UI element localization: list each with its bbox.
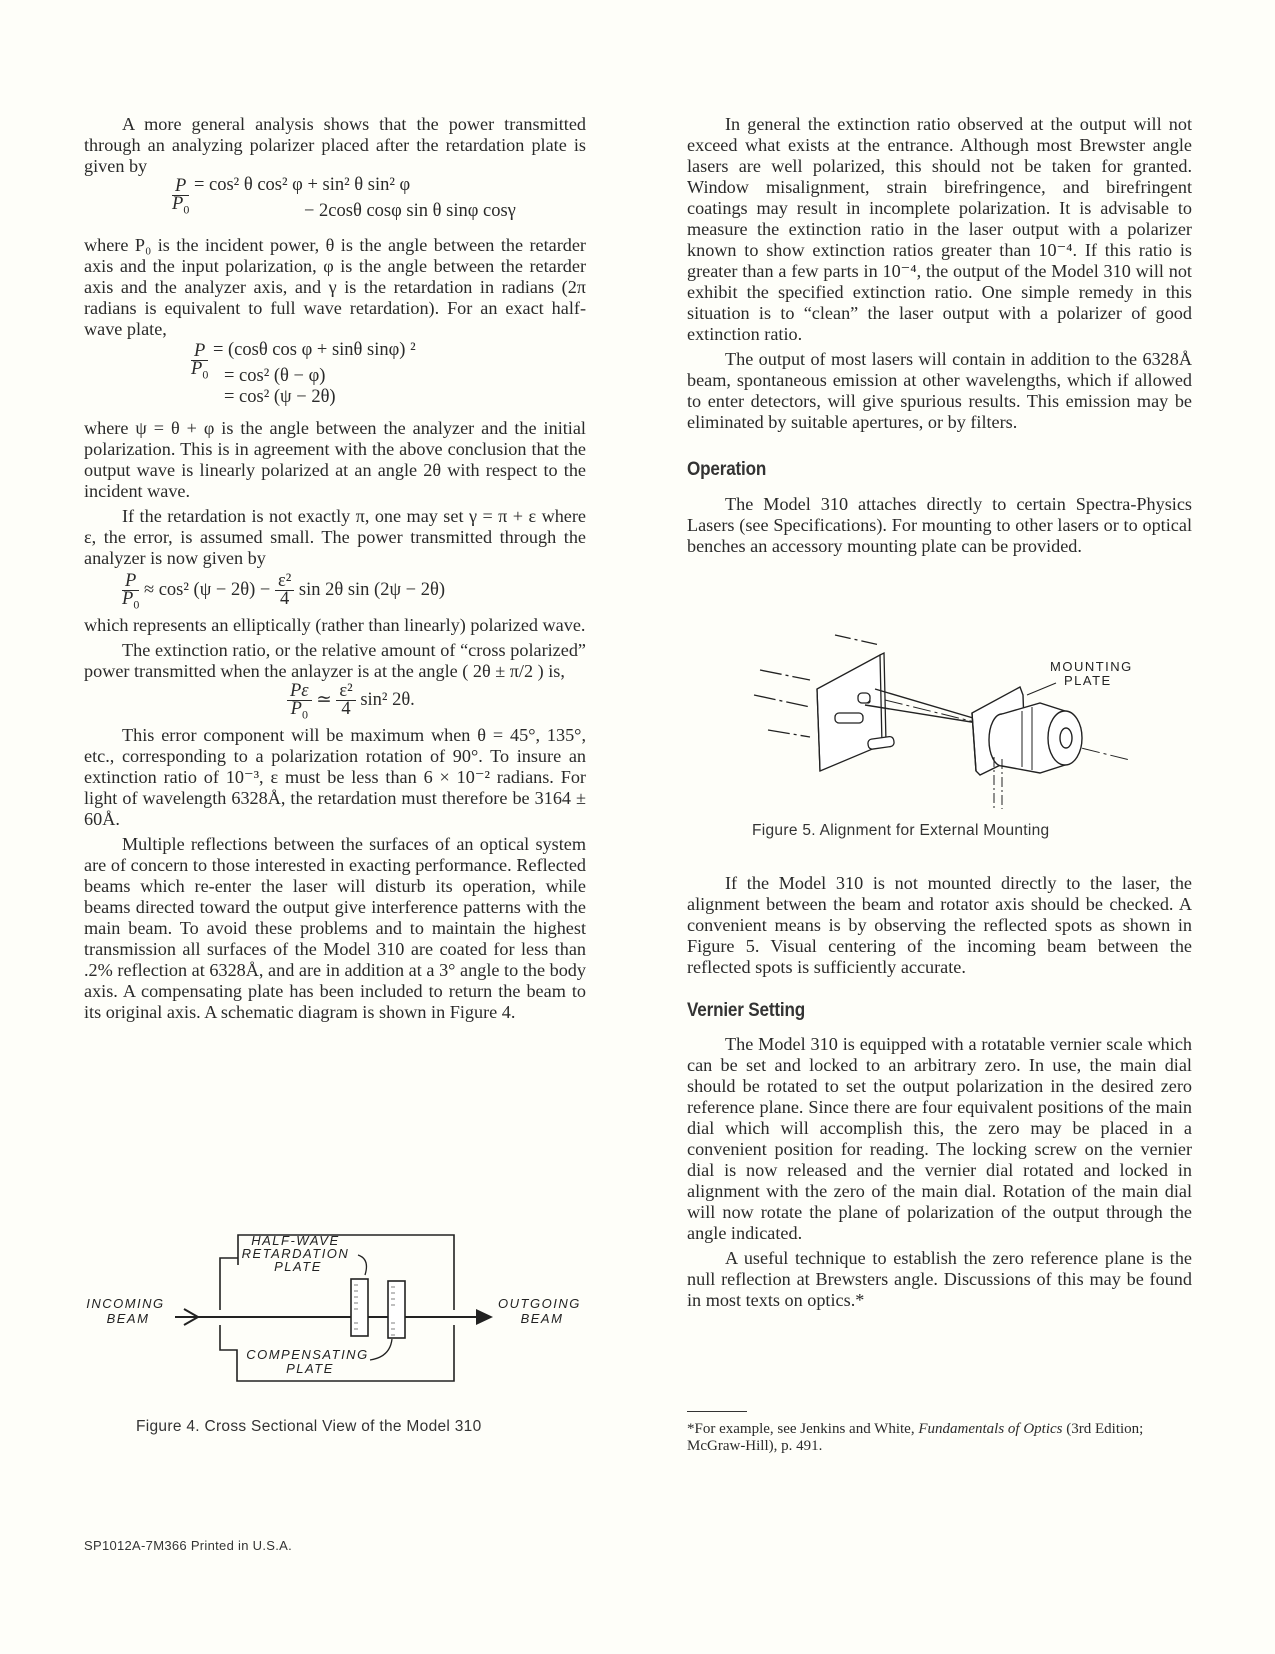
- print-code: SP1012A-7M366 Printed in U.S.A.: [84, 1538, 293, 1553]
- footnote-rule: [687, 1411, 747, 1412]
- equation-extinction-ratio: $\frac{P\varepsilon}{P_0}$ ≃ $\frac{\text{ε²}}{4}$ sin² 2θ.: [287, 683, 586, 725]
- reflected-beam: [865, 705, 990, 725]
- leader-line: [1027, 683, 1056, 695]
- paragraph: If the retardation is not exactly π, one may set γ = π + ε where ε, the error, is assumed small. The power transmitted through the analyzer is now given by: [84, 506, 586, 568]
- section-heading-vernier-setting: Vernier Setting: [687, 1000, 805, 1021]
- paragraph: Multiple reflections between the surfaces of an optical system are of concern to those interested in exacting performance. Reflected beams which re-enter the laser will disturb its operation, while beams directed toward the output give interference patterns with the main beam. To avoid these problems and to maintain the highest transmission all surfaces of the Model 310 are coated for less than .2% reflection at 6328Å, and are in addition at a 3° angle to the body axis. A compensating plate has been included to return the beam to its original axis. A schematic diagram is shown in Figure 4.: [84, 834, 586, 1022]
- figure-4-caption: Figure 4. Cross Sectional View of the Model 310: [136, 1418, 482, 1435]
- paragraph: where P₀ is the incident power, θ is the angle between the retarder axis and the input polarization, φ is the angle between the retarder axis and the analyzer axis, and γ is the retardation in radians (2π radians is equivalent to full wave retardation). For an exact half-wave plate,: [84, 235, 586, 339]
- label-compensating-plate: COMPENSATING PLATE: [246, 1347, 369, 1376]
- paragraph: This error component will be maximum when θ = 45°, 135°, etc., corresponding to a polarization rotation of 90°. To insure an extinction ratio of 10⁻³, ε must be less than 6 × 10⁻² radians. For light of wavelength 6328Å, the retardation must therefore be 3164 ± 60Å.: [84, 725, 586, 829]
- equation-line: = cos² (θ − φ): [224, 366, 326, 386]
- compensating-plate: [388, 1281, 405, 1338]
- half-wave-plate: [351, 1279, 368, 1336]
- paragraph: which represents an elliptically (rather than linearly) polarized wave.: [84, 615, 586, 635]
- equation-power-general: [172, 175, 586, 224]
- paragraph: If the Model 310 is not mounted directly to the laser, the alignment between the beam and rotator axis should be checked. A convenient means is by observing the reflected spots as shown in Figure 5. Visual centering of the incoming beam between the reflected spots is sufficiently accurate.: [687, 873, 1192, 977]
- laser-body-lines: [754, 670, 810, 737]
- figure-4-cross-section-diagram: [80, 1225, 600, 1395]
- fraction-p-over-p0: $\frac{P}{P_0}$: [122, 571, 140, 612]
- fraction-pe-over-p0: $\frac{P\varepsilon}{P_0}$: [287, 683, 312, 718]
- fraction-epsilon-sq-over-4: $\frac{\text{ε²}}{4}$: [275, 573, 294, 608]
- footnote: *For example, see Jenkins and White, Fundamentals of Optics (3rd Edition; McGraw-Hill), p. 491.: [687, 1421, 1144, 1454]
- paragraph: The extinction ratio, or the relative amount of “cross polarized” power transmitted when the anlayzer is at the angle ( 2θ ± π/2 ) is,: [84, 640, 586, 681]
- paragraph: where ψ = θ + φ is the angle between the analyzer and the initial polarization. This is in agreement with the above conclusion that the output wave is linearly polarized at an angle 2θ with respect to the incident wave.: [84, 418, 586, 501]
- figure-5-alignment-diagram: [740, 625, 1140, 815]
- fraction-p-over-p0: $\frac{P}{P_0}$: [172, 176, 190, 217]
- fraction-p-over-p0: $\frac{P}{P_0}$: [191, 341, 209, 382]
- equation-rhs: = cos² θ cos² φ + sin² θ sin² φ: [193, 175, 411, 195]
- label-half-wave: HALF-WAVE RETARDATION PLATE: [241, 1233, 350, 1274]
- paragraph: The Model 310 attaches directly to certain Spectra-Physics Lasers (see Specifications). For mounting to other lasers or to optical benches an accessory mounting plate can be provided.: [687, 494, 1192, 556]
- leader-line: [358, 1255, 366, 1275]
- equation-elliptical: $\frac{P}{P_0}$ ≈ cos² (ψ − 2θ) − $\frac{\text{ε²}}{4}$ sin 2θ sin (2ψ − 2θ): [122, 571, 446, 612]
- equation-half-wave: [191, 340, 586, 409]
- section-heading-operation: Operation: [687, 459, 767, 480]
- label-incoming-beam: INCOMING BEAM: [86, 1296, 165, 1326]
- equation-rhs: = (cosθ cos φ + sinθ sinφ) ²: [212, 340, 416, 360]
- outgoing-arrowhead-icon: [476, 1309, 493, 1325]
- paragraph: In general the extinction ratio observed at the output will not exceed what exists at the entrance. Although most Brewster angle lasers are well polarized, this should not be taken for granted. Window misalignment, strain birefringence, and birefringent coatings may result in incomplete polarization. It is advisable to measure the extinction ratio in the laser output with a polarizer known to show extinction ratios greater than 10⁻⁴. If this ratio is greater than a few parts in 10⁻⁴, the output of the Model 310 will not exhibit the specified extinction ratio. One simple remedy in this situation is to “clean” the laser output with a polarizer of good extinction ratio.: [687, 114, 1192, 344]
- label-outgoing-beam: OUTGOING BEAM: [498, 1296, 581, 1326]
- paragraph: The output of most lasers will contain in addition to the 6328Å beam, spontaneous emission at other wavelengths, which if allowed to enter detectors, will give spurious results. This emission may be eliminated by suitable apertures, or by filters.: [687, 349, 1192, 432]
- paragraph: A useful technique to establish the zero reference plane is the null reflection at Brewsters angle. Discussions of this may be found in most texts on optics.*: [687, 1248, 1192, 1310]
- paragraph: A more general analysis shows that the power transmitted through an analyzing polarizer placed after the retardation plate is given by: [84, 114, 586, 176]
- rotator-assembly: [972, 687, 1082, 775]
- paragraph: The Model 310 is equipped with a rotatable vernier scale which can be set and locked to an arbitrary zero. In use, the main dial should be rotated to set the output polarization in the desired zero reference plane. Since there are four equivalent positions of the main dial which will accomplish this, the zero may be placed in a convenient position for reading. The locking screw on the vernier dial is now released and the vernier dial rotated and locked in alignment with the zero of the main dial. Rotation of the main dial will now rotate the plane of polarization of the output through the angle indicated.: [687, 1034, 1192, 1243]
- equation-line: = cos² (ψ − 2θ): [224, 387, 336, 407]
- left-column: [84, 114, 586, 1023]
- fraction-epsilon-sq-over-4: $\frac{\text{ε²}}{4}$: [336, 683, 355, 718]
- figure-5-caption: Figure 5. Alignment for External Mounting: [752, 822, 1050, 839]
- equation-line: − 2cosθ cosφ sin θ sinφ cosγ: [304, 201, 516, 221]
- right-column-lower: [687, 873, 1192, 1311]
- footnote-book-title: Fundamentals of Optics: [918, 1421, 1063, 1437]
- label-mounting-plate: MOUNTING PLATE: [1050, 659, 1133, 688]
- right-column: [687, 114, 1192, 557]
